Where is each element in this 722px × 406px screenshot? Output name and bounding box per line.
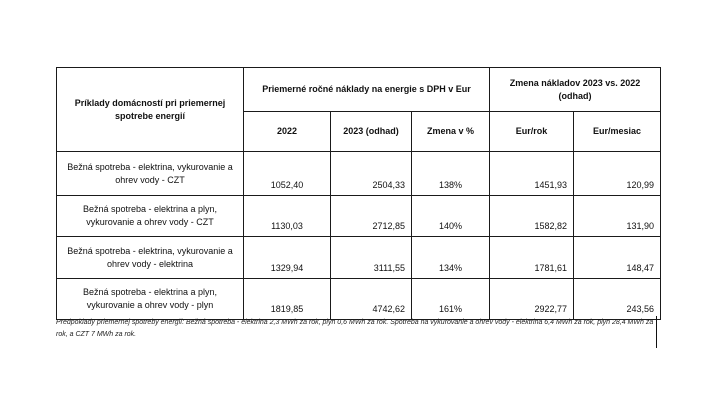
- cell-change: 140%: [412, 196, 490, 237]
- row-label: Bežná spotreba - elektrina, vykurovanie a ohrev vody - elektrina: [57, 237, 244, 279]
- cell-eur-month: 148,47: [574, 237, 661, 279]
- cell-2023: 3111,55: [331, 237, 412, 279]
- cell-eur-year: 1582,82: [490, 196, 574, 237]
- cell-2023: 2504,33: [331, 152, 412, 196]
- cell-change: 138%: [412, 152, 490, 196]
- col-2023-header: 2023 (odhad): [331, 112, 412, 152]
- cell-2023: 4742,62: [331, 279, 412, 320]
- row-label-header: Príklady domácností pri priemernej spotrebe energií: [57, 68, 244, 152]
- col-2022-header: 2022: [244, 112, 331, 152]
- cell-eur-month: 131,90: [574, 196, 661, 237]
- row-label: Bežná spotreba - elektrina a plyn, vykurovanie a ohrev vody - CZT: [57, 196, 244, 237]
- cell-eur-month: 120,99: [574, 152, 661, 196]
- annual-costs-header: Priemerné ročné náklady na energie s DPH v Eur: [244, 68, 490, 112]
- energy-cost-table: [56, 67, 661, 320]
- col-change-header: Zmena v %: [412, 112, 490, 152]
- row-label: Bežná spotreba - elektrina a plyn, vykurovanie a ohrev vody - plyn: [57, 279, 244, 320]
- cell-2022: 1819,85: [244, 279, 331, 320]
- cost-change-header: Zmena nákladov 2023 vs. 2022 (odhad): [490, 68, 661, 112]
- col-eur-year-header: Eur/rok: [490, 112, 574, 152]
- cell-change: 161%: [412, 279, 490, 320]
- cell-eur-year: 2922,77: [490, 279, 574, 320]
- footnote-border: [656, 316, 657, 348]
- cell-2022: 1329,94: [244, 237, 331, 279]
- cell-2022: 1130,03: [244, 196, 331, 237]
- table-row: [57, 196, 661, 237]
- table-row: [57, 279, 661, 320]
- col-eur-month-header: Eur/mesiac: [574, 112, 661, 152]
- row-label: Bežná spotreba - elektrina, vykurovanie a ohrev vody - CZT: [57, 152, 244, 196]
- table-row: [57, 152, 661, 196]
- cell-2023: 2712,85: [331, 196, 412, 237]
- cell-eur-year: 1781,61: [490, 237, 574, 279]
- cell-2022: 1052,40: [244, 152, 331, 196]
- cell-eur-month: 243,56: [574, 279, 661, 320]
- cell-change: 134%: [412, 237, 490, 279]
- table-row: [57, 237, 661, 279]
- cell-eur-year: 1451,93: [490, 152, 574, 196]
- footnote: Predpoklady priemernej spotreby energií: Bežná spotreba - elektrina 2,3 MWh za rok, plyn 0,6 MWh za rok. Spotreba na vykurovanie a ohrev vody - elektrina 6,4 MWh za rok, plyn 28,4 MWh za rok, a CZT 7 MWh za rok.: [56, 319, 654, 338]
